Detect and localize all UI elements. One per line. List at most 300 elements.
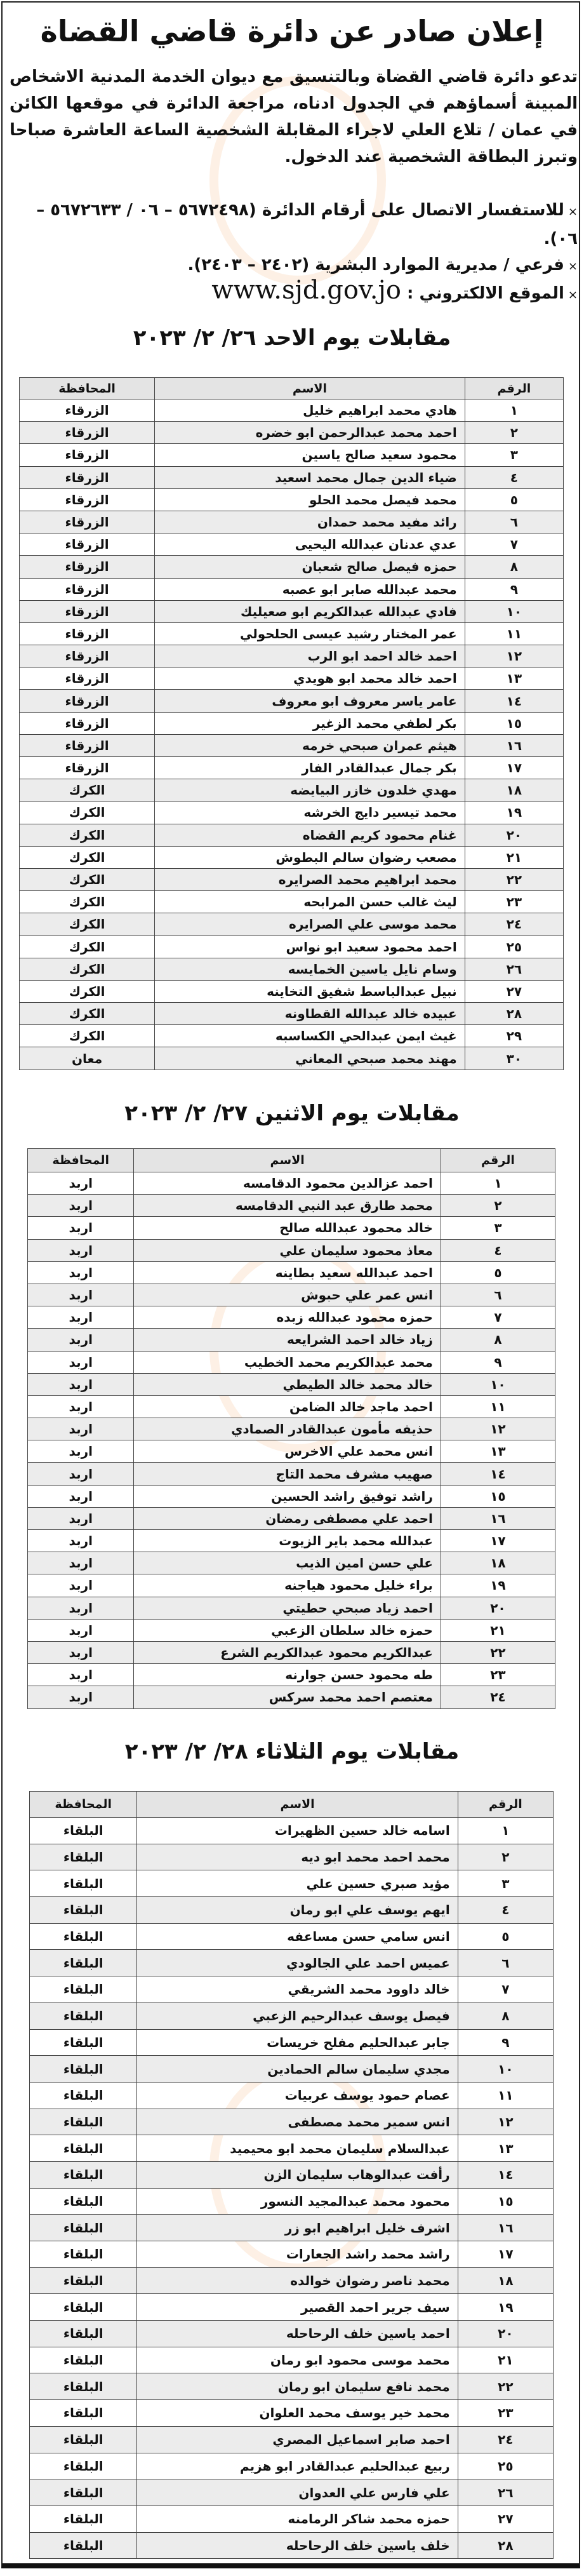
governorate: اربد [28, 1351, 134, 1373]
governorate: البلقاء [30, 1923, 137, 1950]
candidate-name: انس عمر علي حبوش [134, 1284, 441, 1306]
column-header-number: الرقم [458, 1792, 553, 1818]
row-number: ٢٧ [465, 980, 563, 1002]
row-number: ٣ [465, 444, 563, 466]
row-number: ٨ [458, 2002, 553, 2029]
row-number: ٢٢ [465, 868, 563, 890]
governorate: اربد [28, 1306, 134, 1329]
candidate-name: مهدي خلدون خازر البيايضه [155, 779, 465, 802]
announcement-title: إعلان صادر عن دائرة قاضي القضاة [40, 14, 544, 48]
row-number: ٢ [465, 422, 563, 444]
row-number: ١٦ [465, 734, 563, 756]
table-row [30, 1870, 554, 1897]
row-number: ١٠ [465, 600, 563, 622]
governorate: البلقاء [30, 2161, 137, 2188]
governorate: اربد [28, 1261, 134, 1284]
row-number: ٢٥ [458, 2453, 553, 2479]
table-row [28, 1574, 555, 1597]
table-row [20, 846, 564, 868]
governorate: اربد [28, 1552, 134, 1574]
governorate: الزرقاء [20, 712, 155, 734]
candidate-name: زياد خالد احمد الشرايعه [134, 1329, 441, 1351]
candidate-name: مصعب رضوان سالم البطوش [155, 846, 465, 868]
row-number: ١٩ [441, 1574, 555, 1597]
contact-phones [10, 197, 578, 252]
governorate: الزرقاء [20, 556, 155, 578]
table-row [20, 533, 564, 556]
candidate-name: انس سامي حسن مساعفه [137, 1923, 458, 1950]
governorate: الكرك [20, 802, 155, 824]
candidate-name: احمد عبدالله سعيد بطاينه [134, 1261, 441, 1284]
candidate-name: احمد صابر اسماعيل المصري [137, 2426, 458, 2453]
row-number: ١٨ [458, 2267, 553, 2294]
candidate-name: اسامه خالد حسين الظهيرات [137, 1818, 458, 1844]
table-row [20, 622, 564, 645]
governorate: البلقاء [30, 2188, 137, 2215]
table-header-row [28, 1149, 555, 1172]
governorate: البلقاء [30, 2056, 137, 2083]
table-row [28, 1217, 555, 1239]
row-number: ١٥ [465, 712, 563, 734]
row-number: ٤ [465, 466, 563, 488]
row-number: ٢٠ [458, 2321, 553, 2347]
row-number: ٢٤ [458, 2426, 553, 2453]
candidate-name: هادي محمد ابراهيم خليل [155, 399, 465, 422]
table-row [30, 2294, 554, 2321]
table-row [20, 779, 564, 802]
governorate: الكرك [20, 936, 155, 958]
table-row [28, 1507, 555, 1529]
table-row [30, 2532, 554, 2559]
row-number: ١٧ [441, 1530, 555, 1552]
candidate-name: احمد محمد عبدالرحمن ابو خضره [155, 422, 465, 444]
row-number: ١٣ [441, 1440, 555, 1463]
candidate-name: معاذ محمود سليمان علي [134, 1239, 441, 1261]
candidate-name: انس محمد علي الاخرس [134, 1440, 441, 1463]
row-number: ١١ [441, 1395, 555, 1418]
row-number: ٧ [441, 1306, 555, 1329]
candidate-name: علي فارس علي العدوان [137, 2479, 458, 2506]
row-number: ١٢ [441, 1418, 555, 1440]
column-header-number: الرقم [465, 378, 563, 399]
governorate: الزرقاء [20, 645, 155, 667]
table-row [20, 936, 564, 958]
table-row [30, 2135, 554, 2162]
candidate-name: مؤيد صبري حسين علي [137, 1870, 458, 1897]
table-row [28, 1351, 555, 1373]
candidate-name: محمود محمد عبدالمجيد النسور [137, 2188, 458, 2215]
governorate: الزرقاء [20, 399, 155, 422]
table-row [28, 1195, 555, 1217]
row-number: ١٠ [458, 2056, 553, 2083]
governorate: الزرقاء [20, 511, 155, 533]
row-number: ١٤ [441, 1463, 555, 1485]
candidate-name: محمد عبدالكريم محمد الخطيب [134, 1351, 441, 1373]
table-row [20, 690, 564, 712]
table-row [30, 2426, 554, 2453]
governorate: الزرقاء [20, 690, 155, 712]
table-row [30, 2479, 554, 2506]
table-row [30, 2267, 554, 2294]
row-number: ٢٢ [458, 2373, 553, 2400]
website-link[interactable]: www.sjd.gov.jo [211, 276, 401, 305]
section-title-tuesday: مقابلات يوم الثلاثاء ٢٨/ ٢/ ٢٠٢٣ [124, 1739, 460, 1764]
row-number: ٢١ [441, 1619, 555, 1641]
table-row [28, 1418, 555, 1440]
candidate-name: انس سمير محمد مصطفى [137, 2109, 458, 2135]
table-row [20, 734, 564, 756]
governorate: البلقاء [30, 2506, 137, 2532]
intro-paragraph: تدعو دائرة قاضي القضاة وبالتنسيق مع ديوان الخدمة المدنية الاشخاص المبينة أسماؤهم في الجدول ادناه، مراجعة الدائرة في موقعها الكائن في عمان / تلاع العلي لاجراء المقابلة الشخصية الساعة العاشرة صباحا وتبرز البطاقة الشخصية عند الدخول. [10, 67, 578, 166]
section-title-sunday: مقابلات يوم الاحد ٢٦/ ٢/ ٢٠٢٣ [133, 325, 451, 351]
candidate-name: رائد مفيد محمد حمدان [155, 511, 465, 533]
row-number: ٥ [458, 1923, 553, 1950]
table-row [20, 444, 564, 466]
row-number: ١١ [458, 2082, 553, 2109]
table-row [28, 1261, 555, 1284]
table-row [30, 1976, 554, 2003]
column-header-governorate: المحافظة [20, 378, 155, 399]
governorate: اربد [28, 1530, 134, 1552]
table-row [28, 1619, 555, 1641]
bullet-icon: × [567, 205, 578, 218]
governorate: البلقاء [30, 2135, 137, 2162]
row-number: ١٣ [465, 667, 563, 690]
table-row [20, 422, 564, 444]
candidate-name: جابر عبدالحليم مفلح خريسات [137, 2029, 458, 2056]
table-row [30, 1923, 554, 1950]
governorate: اربد [28, 1284, 134, 1306]
bullet-icon: × [567, 260, 578, 273]
candidate-name: احمد ياسين خلف الرحاحله [137, 2321, 458, 2347]
candidate-name: مجدي سليمان سالم الحمادين [137, 2056, 458, 2083]
table-row [30, 2215, 554, 2241]
governorate: الزرقاء [20, 422, 155, 444]
column-header-name: الاسم [134, 1149, 441, 1172]
governorate: اربد [28, 1217, 134, 1239]
governorate: اربد [28, 1395, 134, 1418]
candidate-name: سيف جرير احمد القصير [137, 2294, 458, 2321]
governorate: اربد [28, 1507, 134, 1529]
table-row [20, 891, 564, 913]
candidate-name: حمزه فيصل صالح شعبان [155, 556, 465, 578]
candidate-name: ايهم يوسف علي ابو رمان [137, 1897, 458, 1924]
governorate: البلقاء [30, 1976, 137, 2003]
candidate-name: خالد داوود محمد الشريقي [137, 1976, 458, 2003]
table-row [30, 2082, 554, 2109]
candidate-name: حذيفه مأمون عبدالقادر الصمادي [134, 1418, 441, 1440]
table-row [28, 1239, 555, 1261]
candidate-name: بكر لطفي محمد الزغير [155, 712, 465, 734]
table-row [20, 1047, 564, 1070]
governorate: البلقاء [30, 1844, 137, 1870]
candidate-name: ضياء الدين جمال محمد اسعيد [155, 466, 465, 488]
row-number: ٢٢ [441, 1641, 555, 1663]
column-header-governorate: المحافظة [30, 1792, 137, 1818]
governorate: الكرك [20, 1003, 155, 1025]
row-number: ١٧ [465, 757, 563, 779]
candidate-name: محمد موسى علي الصرايره [155, 913, 465, 936]
governorate: البلقاء [30, 2426, 137, 2453]
row-number: ٧ [458, 1976, 553, 2003]
table-row [20, 712, 564, 734]
governorate: الكرك [20, 980, 155, 1002]
row-number: ١ [465, 399, 563, 422]
table-row [20, 578, 564, 600]
table-row [28, 1373, 555, 1395]
row-number: ١ [458, 1818, 553, 1844]
governorate: اربد [28, 1597, 134, 1619]
row-number: ٢١ [458, 2347, 553, 2373]
row-number: ٤ [458, 1897, 553, 1924]
candidate-name: احمد زياد صبحي حطيتي [134, 1597, 441, 1619]
table-row [28, 1641, 555, 1663]
phones-text: للاستفسار الاتصال على أرقام الدائرة (٥٦٧٢٤٩٨ – ٠٦ / ٥٦٧٢٦٣٣ – ٠٦). [36, 201, 578, 248]
table-header-row [30, 1792, 554, 1818]
table-row [20, 824, 564, 846]
row-number: ٢٦ [465, 958, 563, 980]
table-row [30, 1950, 554, 1976]
table-row [28, 1284, 555, 1306]
row-number: ١٢ [465, 645, 563, 667]
table-row [28, 1306, 555, 1329]
row-number: ٣٠ [465, 1047, 563, 1070]
row-number: ١٦ [441, 1507, 555, 1529]
governorate: الزرقاء [20, 444, 155, 466]
governorate: البلقاء [30, 2400, 137, 2427]
governorate: اربد [28, 1463, 134, 1485]
governorate: البلقاء [30, 2347, 137, 2373]
governorate: اربد [28, 1172, 134, 1195]
governorate: اربد [28, 1574, 134, 1597]
row-number: ٢١ [465, 846, 563, 868]
governorate: الزرقاء [20, 466, 155, 488]
row-number: ٥ [441, 1261, 555, 1284]
table-row [20, 466, 564, 488]
row-number: ١٢ [458, 2109, 553, 2135]
candidate-name: عدي عدنان عبدالله اليحيى [155, 533, 465, 556]
candidate-name: غنام محمود كريم القضاه [155, 824, 465, 846]
candidate-name: احمد علي مصطفى رمضان [134, 1507, 441, 1529]
interviews-table-sunday [19, 377, 564, 1070]
table-row [30, 2373, 554, 2400]
governorate: اربد [28, 1664, 134, 1686]
candidate-name: عميس احمد علي الجالودي [137, 1950, 458, 1976]
table-row [20, 757, 564, 779]
candidate-name: محمد ناصر رضوان خوالده [137, 2267, 458, 2294]
governorate: اربد [28, 1641, 134, 1663]
table-row [20, 556, 564, 578]
candidate-name: ليث غالب حسن المرابحه [155, 891, 465, 913]
candidate-name: محمد خير يوسف محمد العلوان [137, 2400, 458, 2427]
candidate-name: عبدالله محمد باير الزيوت [134, 1530, 441, 1552]
extension-text: فرعي / مديرية الموارد البشرية (٢٤٠٢ – ٢٤٠٣). [187, 255, 564, 274]
candidate-name: محمد تيسير دايج الخرشه [155, 802, 465, 824]
governorate: اربد [28, 1619, 134, 1641]
section-title-monday: مقابلات يوم الاثنين ٢٧/ ٢/ ٢٠٢٣ [124, 1101, 460, 1126]
candidate-name: علي حسن امين الذيب [134, 1552, 441, 1574]
candidate-name: محمد عبدالله صابر ابو عصبه [155, 578, 465, 600]
table-row [30, 1818, 554, 1844]
interviews-table-tuesday [29, 1791, 554, 2559]
row-number: ٦ [458, 1950, 553, 1976]
row-number: ١ [441, 1172, 555, 1195]
table-row [20, 511, 564, 533]
candidate-name: عبدالسلام سليمان محمد ابو محيميد [137, 2135, 458, 2162]
row-number: ٢٧ [458, 2506, 553, 2532]
table-row [30, 2321, 554, 2347]
row-number: ٢٥ [465, 936, 563, 958]
row-number: ١٥ [458, 2188, 553, 2215]
candidate-name: رأفت عبدالوهاب سليمان الزن [137, 2161, 458, 2188]
row-number: ٨ [465, 556, 563, 578]
row-number: ١٤ [465, 690, 563, 712]
row-number: ١٣ [458, 2135, 553, 2162]
governorate: الزرقاء [20, 757, 155, 779]
row-number: ٢٠ [441, 1597, 555, 1619]
table-row [30, 2029, 554, 2056]
candidate-name: خلف ياسين خلف الرحاحله [137, 2532, 458, 2559]
governorate: اربد [28, 1418, 134, 1440]
candidate-name: احمد ماجد خالد الضامن [134, 1395, 441, 1418]
row-number: ٢٤ [465, 913, 563, 936]
governorate: الزرقاء [20, 488, 155, 511]
governorate: الزرقاء [20, 578, 155, 600]
governorate: البلقاء [30, 2321, 137, 2347]
candidate-name: عصام حمود يوسف عربيات [137, 2082, 458, 2109]
candidate-name: راشد توفيق راشد الحسين [134, 1485, 441, 1507]
table-row [28, 1552, 555, 1574]
governorate: الكرك [20, 846, 155, 868]
candidate-name: خالد محمد خالد الطيطي [134, 1373, 441, 1395]
table-row [30, 1897, 554, 1924]
table-row [20, 1003, 564, 1025]
table-row [20, 645, 564, 667]
governorate: اربد [28, 1329, 134, 1351]
row-number: ٣ [458, 1870, 553, 1897]
candidate-name: فيصل يوسف عبدالرحيم الزعبي [137, 2002, 458, 2029]
table-row [30, 2400, 554, 2427]
governorate: الكرك [20, 779, 155, 802]
table-row [30, 2347, 554, 2373]
table-row [20, 399, 564, 422]
governorate: الزرقاء [20, 667, 155, 690]
column-header-governorate: المحافظة [28, 1149, 134, 1172]
governorate: اربد [28, 1485, 134, 1507]
governorate: البلقاء [30, 2453, 137, 2479]
row-number: ٢٤ [441, 1686, 555, 1708]
governorate: البلقاء [30, 1897, 137, 1924]
governorate: البلقاء [30, 2241, 137, 2268]
governorate: البلقاء [30, 2479, 137, 2506]
governorate: اربد [28, 1373, 134, 1395]
row-number: ١٧ [458, 2241, 553, 2268]
table-row [28, 1395, 555, 1418]
column-header-name: الاسم [137, 1792, 458, 1818]
candidate-name: وسام نايل ياسين الخمايسه [155, 958, 465, 980]
candidate-name: ربيع عبدالحليم عبدالقادر ابو هزيم [137, 2453, 458, 2479]
candidate-name: معتصم احمد محمد سركس [134, 1686, 441, 1708]
table-row [30, 2161, 554, 2188]
candidate-name: راشد محمد راشد الجعارات [137, 2241, 458, 2268]
row-number: ١٨ [441, 1552, 555, 1574]
row-number: ٢٣ [465, 891, 563, 913]
table-row [20, 600, 564, 622]
row-number: ٤ [441, 1239, 555, 1261]
governorate: البلقاء [30, 2267, 137, 2294]
candidate-name: عبيده خالد عبدالله القطاونه [155, 1003, 465, 1025]
candidate-name: حمزه خالد سلطان الزعبي [134, 1619, 441, 1641]
governorate: البلقاء [30, 1870, 137, 1897]
table-row [28, 1530, 555, 1552]
table-row [20, 980, 564, 1002]
governorate: البلقاء [30, 2215, 137, 2241]
table-row [30, 1844, 554, 1870]
row-number: ٩ [465, 578, 563, 600]
row-number: ٢٣ [441, 1664, 555, 1686]
candidate-name: عامر ياسر معروف ابو معروف [155, 690, 465, 712]
governorate: البلقاء [30, 2294, 137, 2321]
governorate: الزرقاء [20, 622, 155, 645]
governorate: الكرك [20, 824, 155, 846]
column-header-name: الاسم [155, 378, 465, 399]
governorate: معان [20, 1047, 155, 1070]
candidate-name: صهيب مشرف محمد التاج [134, 1463, 441, 1485]
table-row [30, 2109, 554, 2135]
table-row [28, 1329, 555, 1351]
table-row [20, 667, 564, 690]
table-row [20, 958, 564, 980]
candidate-name: احمد محمود سعيد ابو نواس [155, 936, 465, 958]
table-row [30, 2506, 554, 2532]
row-number: ١٦ [458, 2215, 553, 2241]
website-label: الموقع الالكتروني : [407, 284, 564, 303]
candidate-name: محمد نافع سليمان ابو رمان [137, 2373, 458, 2400]
table-row [28, 1686, 555, 1708]
governorate: البلقاء [30, 1818, 137, 1844]
candidate-name: عمر المختار رشيد عيسى الحلحولي [155, 622, 465, 645]
governorate: اربد [28, 1239, 134, 1261]
table-row [30, 2056, 554, 2083]
candidate-name: مهند محمد صبحي المعاني [155, 1047, 465, 1070]
table-row [20, 1025, 564, 1047]
column-header-number: الرقم [441, 1149, 555, 1172]
candidate-name: محمود سعيد صالح ياسين [155, 444, 465, 466]
candidate-name: فادي عبدالله عبدالكريم ابو صعيليك [155, 600, 465, 622]
row-number: ٢٨ [465, 1003, 563, 1025]
governorate: الزرقاء [20, 533, 155, 556]
candidate-name: بكر جمال عبدالقادر الفار [155, 757, 465, 779]
candidate-name: حمزه محمد شاكر الرمامنه [137, 2506, 458, 2532]
row-number: ١٨ [465, 779, 563, 802]
governorate: الكرك [20, 913, 155, 936]
candidate-name: طه محمود حسن جوارنه [134, 1664, 441, 1686]
candidate-name: احمد عزالدين محمود الدقامسه [134, 1172, 441, 1195]
row-number: ٢ [458, 1844, 553, 1870]
table-row [28, 1485, 555, 1507]
table-header-row [20, 378, 564, 399]
candidate-name: احمد خالد احمد ابو الرب [155, 645, 465, 667]
row-number: ٢٩ [465, 1025, 563, 1047]
governorate: البلقاء [30, 2082, 137, 2109]
row-number: ٢٣ [458, 2400, 553, 2427]
table-row [20, 913, 564, 936]
table-row [30, 2188, 554, 2215]
candidate-name: براء خليل محمود هياجنه [134, 1574, 441, 1597]
row-number: ٧ [465, 533, 563, 556]
governorate: الكرك [20, 958, 155, 980]
row-number: ٢٠ [465, 824, 563, 846]
